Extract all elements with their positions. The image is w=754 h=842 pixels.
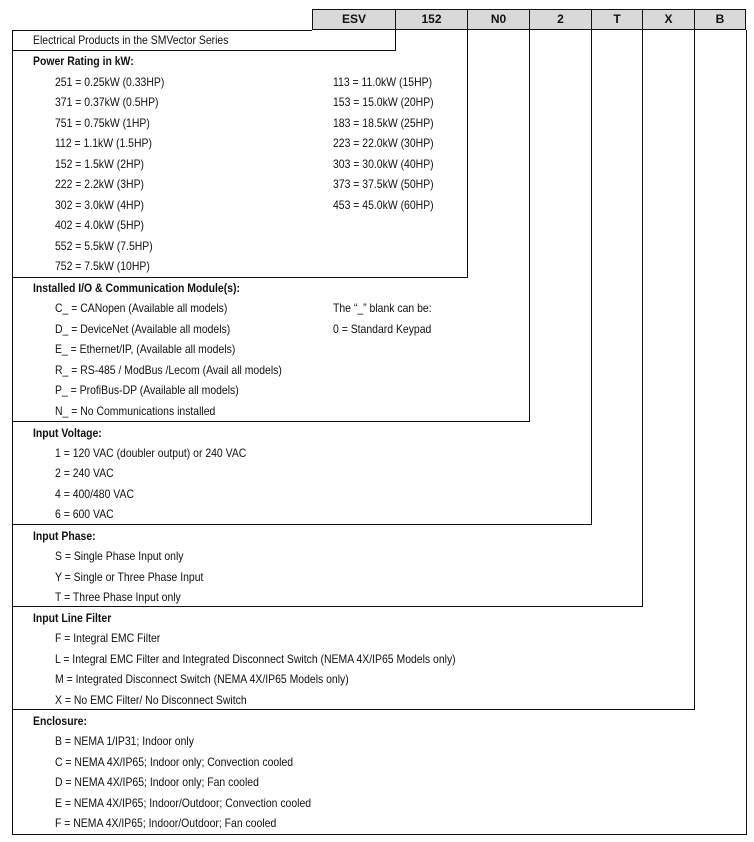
phase-item: S = Single Phase Input only bbox=[55, 550, 184, 563]
phase-heading: Input Phase: bbox=[33, 530, 96, 543]
filter-item: M = Integrated Disconnect Switch (NEMA 4X/IP65 Models only) bbox=[55, 673, 349, 686]
divider-phase bbox=[12, 606, 643, 607]
power-item: 303 = 30.0kW (40HP) bbox=[333, 158, 434, 171]
enclosure-item: E = NEMA 4X/IP65; Indoor/Outdoor; Convection cooled bbox=[55, 797, 312, 810]
power-item: 402 = 4.0kW (5HP) bbox=[55, 219, 145, 232]
power-item: 552 = 5.5kW (7.5HP) bbox=[55, 240, 153, 253]
code-cell-filter: X bbox=[642, 9, 695, 30]
bracket-enclosure bbox=[746, 30, 747, 835]
power-item: 752 = 7.5kW (10HP) bbox=[55, 260, 150, 273]
divider-series-top bbox=[12, 30, 312, 31]
io-item: E_ = Ethernet/IP, (Available all models) bbox=[55, 343, 236, 356]
divider-filter bbox=[12, 709, 695, 710]
bracket-io bbox=[529, 30, 530, 421]
power-item: 113 = 11.0kW (15HP) bbox=[333, 76, 433, 89]
outline-bottom bbox=[12, 834, 746, 835]
power-item: 371 = 0.37kW (0.5HP) bbox=[55, 96, 159, 109]
voltage-item: 4 = 400/480 VAC bbox=[55, 488, 135, 501]
bracket-power bbox=[467, 30, 468, 277]
outline-left bbox=[12, 30, 13, 834]
power-item: 373 = 37.5kW (50HP) bbox=[333, 178, 434, 191]
bracket-filter bbox=[694, 30, 695, 709]
code-cell-series: ESV bbox=[312, 9, 396, 30]
phase-item: Y = Single or Three Phase Input bbox=[55, 571, 204, 584]
divider-power bbox=[12, 277, 468, 278]
filter-item: X = No EMC Filter/ No Disconnect Switch bbox=[55, 694, 247, 707]
enclosure-heading: Enclosure: bbox=[33, 715, 87, 728]
bracket-series bbox=[395, 30, 396, 50]
bracket-voltage bbox=[591, 30, 592, 524]
power-item: 453 = 45.0kW (60HP) bbox=[333, 199, 434, 212]
power-item: 251 = 0.25kW (0.33HP) bbox=[55, 76, 165, 89]
filter-item: L = Integral EMC Filter and Integrated Disconnect Switch (NEMA 4X/IP65 Models only) bbox=[55, 653, 456, 666]
enclosure-item: F = NEMA 4X/IP65; Indoor/Outdoor; Fan cooled bbox=[55, 817, 277, 830]
filter-heading: Input Line Filter bbox=[33, 612, 112, 625]
io-item: D_ = DeviceNet (Available all models) bbox=[55, 323, 231, 336]
phase-item: T = Three Phase Input only bbox=[55, 591, 181, 604]
power-heading: Power Rating in kW: bbox=[33, 55, 134, 68]
power-item: 153 = 15.0kW (20HP) bbox=[333, 96, 434, 109]
io-item: N_ = No Communications installed bbox=[55, 405, 216, 418]
enclosure-item: B = NEMA 1/IP31; Indoor only bbox=[55, 735, 194, 748]
io-item: C_ = CANopen (Available all models) bbox=[55, 302, 228, 315]
power-item: 112 = 1.1kW (1.5HP) bbox=[55, 137, 152, 150]
divider-io bbox=[12, 421, 530, 422]
filter-item: F = Integral EMC Filter bbox=[55, 632, 161, 645]
enclosure-item: D = NEMA 4X/IP65; Indoor only; Fan cooled bbox=[55, 776, 259, 789]
power-item: 751 = 0.75kW (1HP) bbox=[55, 117, 150, 130]
power-item: 302 = 3.0kW (4HP) bbox=[55, 199, 145, 212]
io-blank-value: 0 = Standard Keypad bbox=[333, 323, 432, 336]
io-heading: Installed I/O & Communication Module(s): bbox=[33, 282, 240, 295]
code-cell-enclosure: B bbox=[694, 9, 746, 30]
code-cell-phase: T bbox=[591, 9, 643, 30]
power-item: 152 = 1.5kW (2HP) bbox=[55, 158, 145, 171]
voltage-heading: Input Voltage: bbox=[33, 427, 102, 440]
io-item: P_ = ProfiBus-DP (Available all models) bbox=[55, 384, 239, 397]
divider-series bbox=[12, 50, 396, 51]
bracket-phase bbox=[642, 30, 643, 606]
divider-voltage bbox=[12, 524, 592, 525]
power-item: 223 = 22.0kW (30HP) bbox=[333, 137, 434, 150]
code-cell-io: N0 bbox=[467, 9, 530, 30]
io-item: R_ = RS-485 / ModBus /Lecom (Avail all models) bbox=[55, 364, 282, 377]
voltage-item: 6 = 600 VAC bbox=[55, 508, 114, 521]
voltage-item: 2 = 240 VAC bbox=[55, 467, 114, 480]
io-blank-note: The “_” blank can be: bbox=[333, 302, 432, 315]
power-item: 183 = 18.5kW (25HP) bbox=[333, 117, 434, 130]
code-cell-power: 152 bbox=[395, 9, 468, 30]
voltage-item: 1 = 120 VAC (doubler output) or 240 VAC bbox=[55, 447, 247, 460]
power-item: 222 = 2.2kW (3HP) bbox=[55, 178, 145, 191]
code-cell-voltage: 2 bbox=[529, 9, 592, 30]
series-label: Electrical Products in the SMVector Series bbox=[33, 34, 229, 47]
enclosure-item: C = NEMA 4X/IP65; Indoor only; Convection cooled bbox=[55, 756, 294, 769]
